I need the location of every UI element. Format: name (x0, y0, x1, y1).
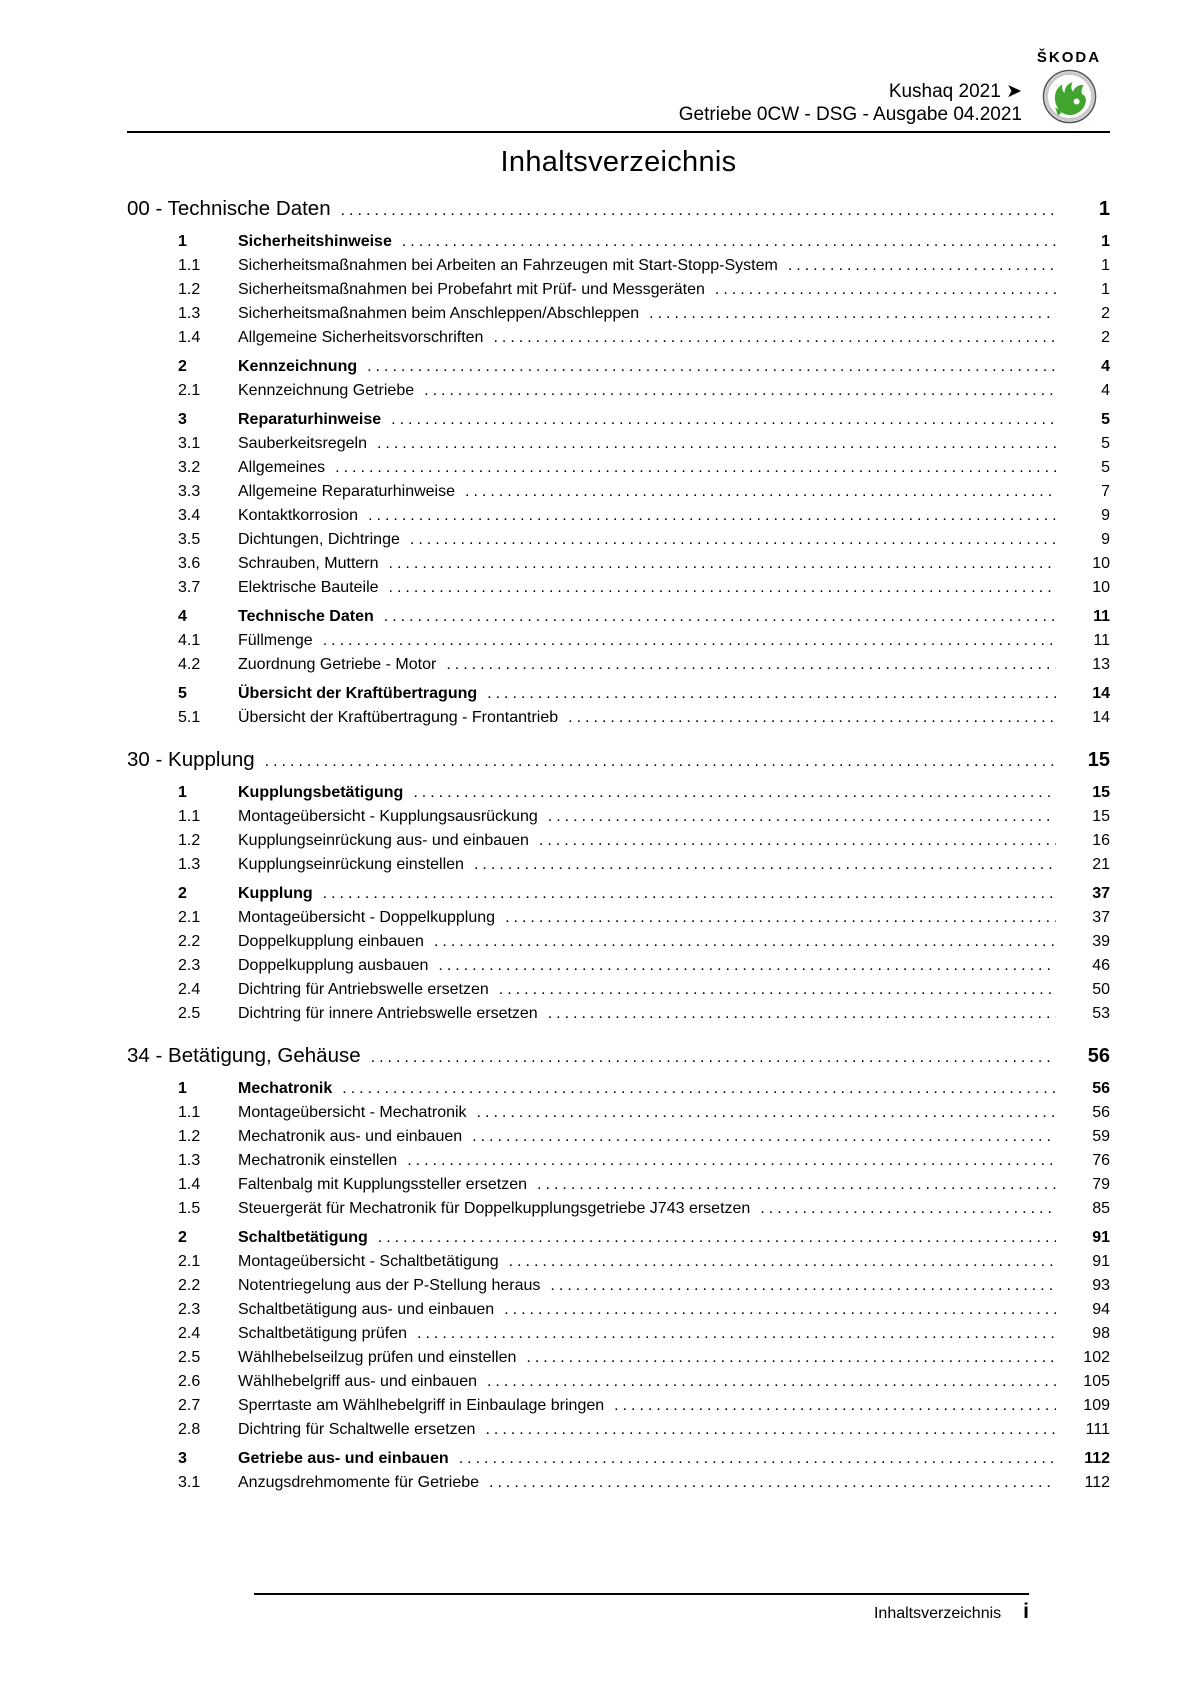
entry-title: Kupplung (238, 885, 313, 902)
entry-page-number: 102 (1083, 1349, 1110, 1366)
toc-entry-row (127, 853, 1110, 877)
entry-number: 2.5 (178, 1349, 201, 1366)
toc-entry-row (127, 682, 1110, 706)
skoda-logo (1028, 50, 1110, 130)
entry-title: Kennzeichnung Getriebe (238, 382, 415, 399)
entry-page-number: 56 (1092, 1080, 1110, 1097)
entry-page-number: 93 (1092, 1277, 1110, 1294)
skoda-winged-arrow-icon (1041, 68, 1098, 125)
entry-title: Übersicht der Kraftübertragung - Frontantrieb (238, 709, 559, 726)
entry-page-number: 10 (1092, 579, 1110, 596)
toc-entry-row (127, 379, 1110, 403)
toc-entry-row (127, 829, 1110, 853)
entry-title: Sicherheitshinweise (238, 233, 392, 250)
entry-page-number: 1 (1101, 233, 1110, 250)
dot-leader (485, 1418, 1056, 1442)
dot-leader (402, 230, 1056, 254)
entry-number: 2.6 (178, 1373, 201, 1390)
entry-number: 1.1 (178, 1104, 201, 1121)
dot-leader (568, 706, 1056, 730)
toc-entry-row (127, 1125, 1110, 1149)
entry-title: Dichtring für Antriebswelle ersetzen (238, 981, 489, 998)
entry-page-number: 1 (1101, 257, 1110, 274)
entry-page-number: 5 (1101, 435, 1110, 452)
footer-page-number: i (1023, 1600, 1029, 1623)
toc-entry-row (127, 781, 1110, 805)
entry-number: 2.8 (178, 1421, 201, 1438)
entry-number: 3.3 (178, 483, 201, 500)
entry-title: Kupplungseinrückung einstellen (238, 856, 464, 873)
dot-leader (550, 1274, 1056, 1298)
entry-title: Montageübersicht - Mechatronik (238, 1104, 467, 1121)
toc-entry-row (127, 706, 1110, 730)
toc-entry-row (127, 1197, 1110, 1221)
entry-title: Allgemeine Reparaturhinweise (238, 483, 456, 500)
entry-page-number: 53 (1092, 1005, 1110, 1022)
entry-number: 2.4 (178, 1325, 201, 1342)
entry-page-number: 5 (1101, 411, 1110, 428)
entry-number: 3.6 (178, 555, 201, 572)
entry-title: Sicherheitsmaßnahmen bei Probefahrt mit Prüf- und Messgeräten (238, 281, 705, 298)
dot-leader (323, 629, 1056, 653)
entry-number: 1.3 (178, 305, 201, 322)
toc-entry-row (127, 1077, 1110, 1101)
entry-page-number: 50 (1092, 981, 1110, 998)
dot-leader (487, 682, 1056, 706)
entry-title: Kupplungseinrückung aus- und einbauen (238, 832, 529, 849)
entry-page-number: 91 (1092, 1229, 1110, 1246)
entry-number: 1.4 (178, 1176, 201, 1193)
dot-leader (459, 1447, 1056, 1471)
toc-entry-row (127, 408, 1110, 432)
section-title: 30 - Kupplung (127, 748, 255, 771)
entry-title: Kupplungsbetätigung (238, 784, 404, 801)
toc-entry-row (127, 355, 1110, 379)
toc-entry-row (127, 278, 1110, 302)
toc-entry-row (127, 326, 1110, 350)
entry-number: 1.2 (178, 1128, 201, 1145)
toc-entry-row (127, 882, 1110, 906)
toc-entry-row (127, 1173, 1110, 1197)
toc-entry-row (127, 605, 1110, 629)
toc-entry-row (127, 1002, 1110, 1026)
dot-leader (389, 552, 1056, 576)
entry-number: 1.3 (178, 1152, 201, 1169)
entry-page-number: 21 (1092, 856, 1110, 873)
section-page-number: 56 (1087, 1045, 1110, 1067)
toc-entry-row (127, 528, 1110, 552)
entry-title: Schaltbetätigung (238, 1229, 368, 1246)
section-title: 34 - Betätigung, Gehäuse (127, 1044, 361, 1067)
entry-page-number: 4 (1101, 358, 1110, 375)
entry-title: Mechatronik aus- und einbauen (238, 1128, 463, 1145)
dot-leader (378, 1226, 1056, 1250)
dot-leader (487, 1370, 1056, 1394)
entry-page-number: 16 (1092, 832, 1110, 849)
entry-title: Montageübersicht - Schaltbetätigung (238, 1253, 499, 1270)
dot-leader (504, 1298, 1056, 1322)
entry-title: Montageübersicht - Doppelkupplung (238, 909, 496, 926)
dot-leader (410, 528, 1056, 552)
toc-section-row (127, 1042, 1110, 1071)
entry-title: Füllmenge (238, 632, 313, 649)
table-of-contents (127, 195, 1110, 1495)
entry-title: Schaltbetätigung aus- und einbauen (238, 1301, 495, 1318)
entry-page-number: 94 (1092, 1301, 1110, 1318)
entry-number: 1 (178, 784, 187, 801)
entry-title: Sperrtaste am Wählhebelgriff in Einbaulage bringen (238, 1397, 605, 1414)
dot-leader (539, 829, 1056, 853)
toc-entry-row (127, 805, 1110, 829)
toc-entry-row (127, 954, 1110, 978)
dot-leader (368, 504, 1056, 528)
dot-leader (377, 432, 1056, 456)
dot-leader (760, 1197, 1056, 1221)
entry-page-number: 13 (1092, 656, 1110, 673)
dot-leader (499, 978, 1056, 1002)
entry-page-number: 5 (1101, 459, 1110, 476)
entry-number: 2.2 (178, 933, 201, 950)
entry-page-number: 4 (1101, 382, 1110, 399)
entry-title: Wählhebelgriff aus- und einbauen (238, 1373, 477, 1390)
dot-leader (472, 1125, 1056, 1149)
entry-page-number: 79 (1092, 1176, 1110, 1193)
entry-page-number: 91 (1092, 1253, 1110, 1270)
entry-number: 2 (178, 885, 187, 902)
entry-number: 1 (178, 233, 187, 250)
entry-page-number: 105 (1083, 1373, 1110, 1390)
entry-title: Übersicht der Kraftübertragung (238, 685, 478, 702)
entry-title: Allgemeine Sicherheitsvorschriften (238, 329, 484, 346)
dot-leader (509, 1250, 1056, 1274)
entry-number: 1.3 (178, 856, 201, 873)
entry-title: Dichtring für innere Antriebswelle ersetzen (238, 1005, 538, 1022)
entry-page-number: 15 (1092, 808, 1110, 825)
entry-title: Notentriegelung aus der P-Stellung heraus (238, 1277, 541, 1294)
toc-entry-row (127, 1250, 1110, 1274)
entry-number: 5.1 (178, 709, 201, 726)
toc-entry-row (127, 1322, 1110, 1346)
dot-leader (424, 379, 1056, 403)
toc-entry-row (127, 302, 1110, 326)
toc-entry-row (127, 1394, 1110, 1418)
entry-page-number: 10 (1092, 555, 1110, 572)
entry-page-number: 2 (1101, 329, 1110, 346)
entry-page-number: 37 (1092, 885, 1110, 902)
dot-leader (493, 326, 1056, 350)
header-model-line: Kushaq 2021 ➤ (888, 81, 1022, 102)
toc-entry-row (127, 930, 1110, 954)
toc-entry-row (127, 480, 1110, 504)
entry-title: Anzugsdrehmomente für Getriebe (238, 1474, 480, 1491)
entry-number: 4.1 (178, 632, 201, 649)
toc-entry-row (127, 978, 1110, 1002)
entry-page-number: 37 (1092, 909, 1110, 926)
entry-title: Schrauben, Muttern (238, 555, 379, 572)
entry-title: Sicherheitsmaßnahmen bei Arbeiten an Fahrzeugen mit Start-Stopp-System (238, 257, 778, 274)
toc-entry-row (127, 254, 1110, 278)
entry-number: 1.4 (178, 329, 201, 346)
entry-page-number: 85 (1092, 1200, 1110, 1217)
dot-leader (413, 781, 1056, 805)
entry-number: 1.1 (178, 808, 201, 825)
entry-page-number: 56 (1092, 1104, 1110, 1121)
dot-leader (505, 906, 1056, 930)
dot-leader (335, 456, 1056, 480)
entry-number: 3.1 (178, 1474, 201, 1491)
toc-entry-row (127, 432, 1110, 456)
entry-page-number: 59 (1092, 1128, 1110, 1145)
entry-page-number: 111 (1085, 1421, 1110, 1438)
entry-number: 1.2 (178, 281, 201, 298)
entry-number: 3.5 (178, 531, 201, 548)
entry-number: 3 (178, 411, 187, 428)
entry-number: 1.5 (178, 1200, 201, 1217)
entry-title: Zuordnung Getriebe - Motor (238, 656, 437, 673)
entry-page-number: 109 (1083, 1397, 1110, 1414)
dot-leader (341, 197, 1056, 224)
toc-entry-row (127, 629, 1110, 653)
section-title: 00 - Technische Daten (127, 197, 331, 220)
dot-leader (323, 882, 1056, 906)
dot-leader (342, 1077, 1056, 1101)
footer-divider (254, 1593, 1029, 1595)
dot-leader (371, 1044, 1056, 1071)
toc-entry-row (127, 1298, 1110, 1322)
entry-title: Dichtungen, Dichtringe (238, 531, 400, 548)
dot-leader (548, 1002, 1056, 1026)
entry-number: 2.1 (178, 382, 201, 399)
toc-section-row (127, 195, 1110, 224)
toc-entry-row (127, 504, 1110, 528)
entry-page-number: 9 (1101, 531, 1110, 548)
skoda-logo-wordmark: ŠKODA (1036, 49, 1102, 66)
dot-leader (489, 1471, 1056, 1495)
entry-title: Schaltbetätigung prüfen (238, 1325, 408, 1342)
entry-number: 2.4 (178, 981, 201, 998)
entry-title: Mechatronik (238, 1080, 333, 1097)
entry-title: Doppelkupplung einbauen (238, 933, 424, 950)
dot-leader (438, 954, 1056, 978)
page-title: Inhaltsverzeichnis (500, 146, 737, 178)
entry-number: 3.2 (178, 459, 201, 476)
entry-number: 2.3 (178, 1301, 201, 1318)
toc-entry-row (127, 230, 1110, 254)
toc-entry-row (127, 1471, 1110, 1495)
dot-leader (465, 480, 1056, 504)
entry-number: 2.1 (178, 1253, 201, 1270)
entry-page-number: 11 (1093, 632, 1110, 649)
dot-leader (407, 1149, 1056, 1173)
entry-title: Getriebe aus- und einbauen (238, 1450, 449, 1467)
entry-page-number: 15 (1092, 784, 1110, 801)
entry-title: Technische Daten (238, 608, 374, 625)
toc-entry-row (127, 576, 1110, 600)
entry-page-number: 11 (1093, 608, 1110, 625)
dot-leader (446, 653, 1056, 677)
dot-leader (389, 576, 1056, 600)
toc-section-row (127, 746, 1110, 775)
entry-title: Kennzeichnung (238, 358, 358, 375)
entry-number: 3.4 (178, 507, 201, 524)
dot-leader (265, 748, 1056, 775)
entry-title: Allgemeines (238, 459, 326, 476)
toc-entry-row (127, 1447, 1110, 1471)
entry-number: 3 (178, 1450, 187, 1467)
entry-number: 4.2 (178, 656, 201, 673)
entry-page-number: 1 (1101, 281, 1110, 298)
dot-leader (391, 408, 1056, 432)
entry-page-number: 98 (1092, 1325, 1110, 1342)
entry-number: 2.3 (178, 957, 201, 974)
dot-leader (434, 930, 1056, 954)
entry-title: Sicherheitsmaßnahmen beim Anschleppen/Abschleppen (238, 305, 640, 322)
entry-page-number: 76 (1092, 1152, 1110, 1169)
dot-leader (614, 1394, 1056, 1418)
entry-page-number: 2 (1101, 305, 1110, 322)
entry-title: Reparaturhinweise (238, 411, 382, 428)
entry-page-number: 14 (1092, 709, 1110, 726)
footer-label: Inhaltsverzeichnis (873, 1605, 1002, 1622)
entry-title: Wählhebelseilzug prüfen und einstellen (238, 1349, 517, 1366)
toc-entry-row (127, 906, 1110, 930)
entry-number: 3.7 (178, 579, 201, 596)
toc-entry-row (127, 552, 1110, 576)
entry-number: 2.2 (178, 1277, 201, 1294)
toc-entry-row (127, 1226, 1110, 1250)
entry-title: Faltenbalg mit Kupplungssteller ersetzen (238, 1176, 528, 1193)
entry-number: 2.1 (178, 909, 201, 926)
dot-leader (474, 853, 1056, 877)
toc-entry-row (127, 1370, 1110, 1394)
header-divider (127, 131, 1110, 133)
toc-entry-row (127, 1101, 1110, 1125)
toc-entry-row (127, 653, 1110, 677)
entry-number: 1 (178, 1080, 187, 1097)
entry-page-number: 46 (1092, 957, 1110, 974)
entry-number: 1.1 (178, 257, 201, 274)
entry-number: 2 (178, 358, 187, 375)
header-doc-line: Getriebe 0CW - DSG - Ausgabe 04.2021 (678, 104, 1022, 125)
entry-number: 3.1 (178, 435, 201, 452)
entry-title: Kontaktkorrosion (238, 507, 359, 524)
entry-page-number: 112 (1084, 1450, 1110, 1467)
entry-page-number: 7 (1101, 483, 1110, 500)
entry-number: 2.7 (178, 1397, 201, 1414)
entry-page-number: 39 (1092, 933, 1110, 950)
entry-title: Elektrische Bauteile (238, 579, 379, 596)
entry-number: 1.2 (178, 832, 201, 849)
dot-leader (649, 302, 1056, 326)
page-footer (254, 1593, 1029, 1624)
entry-title: Sauberkeitsregeln (238, 435, 367, 452)
toc-entry-row (127, 1346, 1110, 1370)
dot-leader (417, 1322, 1056, 1346)
toc-entry-row (127, 1274, 1110, 1298)
page-header (127, 80, 1110, 126)
entry-number: 2 (178, 1229, 187, 1246)
entry-page-number: 112 (1084, 1474, 1110, 1491)
dot-leader (526, 1346, 1056, 1370)
section-page-number: 1 (1098, 198, 1110, 220)
dot-leader (548, 805, 1056, 829)
entry-page-number: 9 (1101, 507, 1110, 524)
section-page-number: 15 (1087, 749, 1110, 771)
entry-title: Steuergerät für Mechatronik für Doppelkupplungsgetriebe J743 ersetzen (238, 1200, 751, 1217)
dot-leader (537, 1173, 1056, 1197)
entry-number: 2.5 (178, 1005, 201, 1022)
dot-leader (477, 1101, 1056, 1125)
document-page (127, 0, 1110, 1623)
entry-title: Montageübersicht - Kupplungsausrückung (238, 808, 538, 825)
entry-title: Mechatronik einstellen (238, 1152, 398, 1169)
toc-entry-row (127, 456, 1110, 480)
dot-leader (715, 278, 1056, 302)
entry-title: Doppelkupplung ausbauen (238, 957, 429, 974)
entry-page-number: 14 (1092, 685, 1110, 702)
dot-leader (384, 605, 1056, 629)
entry-number: 5 (178, 685, 187, 702)
dot-leader (788, 254, 1056, 278)
toc-entry-row (127, 1418, 1110, 1442)
entry-title: Dichtring für Schaltwelle ersetzen (238, 1421, 476, 1438)
dot-leader (367, 355, 1056, 379)
entry-number: 4 (178, 608, 187, 625)
toc-entry-row (127, 1149, 1110, 1173)
